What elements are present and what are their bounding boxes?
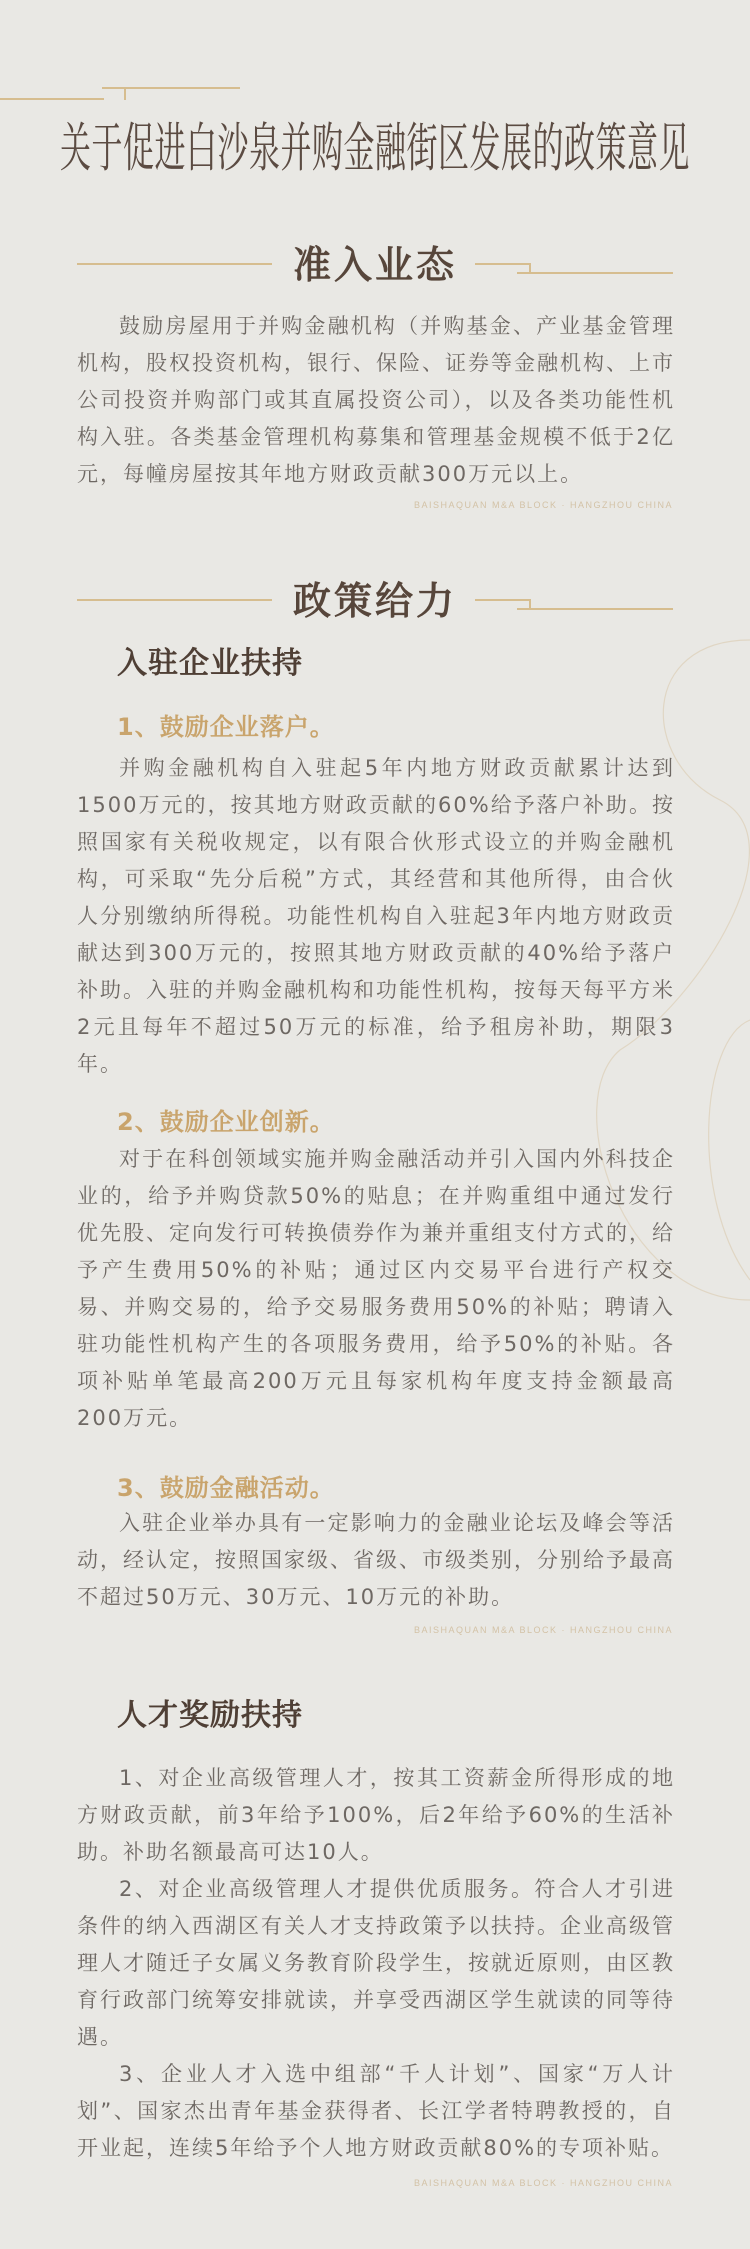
item-text: 入驻企业举办具有一定影响力的金融业论坛及峰会等活动，经认定，按照国家级、省级、市级类别，分别给予最高不超过50万元、30万元、10万元的补助。 xyxy=(77,1511,675,1609)
section-heading-entry: 准入业态 xyxy=(292,243,457,287)
section-heading-policy: 政策给力 xyxy=(292,579,457,623)
watermark: BAISHAQUAN M&A BLOCK · HANGZHOU CHINA xyxy=(413,2178,673,2188)
item-title: 3、鼓励金融活动。 xyxy=(117,1474,335,1502)
watermark: BAISHAQUAN M&A BLOCK · HANGZHOU CHINA xyxy=(413,500,673,510)
item-text: 并购金融机构自入驻起5年内地方财政贡献累计达到1500万元的，按其地方财政贡献的60%给予落户补助。按照国家有关税收规定，以有限合伙形式设立的并购金融机构，可采取“先分后税”方式，其经营和其他所得，由合伙人分别缴纳所得税。功能性机构自入驻起3年内地方财政贡献达到300万元的，按照其地方财政贡献的40%给予落户补助。入驻的并购金融机构和功能性机构，按每天每平方米2元且每年不超过50万元的标准，给予租房补助，期限3年。 xyxy=(77,756,675,1076)
subheading-enterprise-support: 入驻企业扶持 xyxy=(117,646,303,681)
item-title: 1、鼓励企业落户。 xyxy=(117,713,335,741)
subheading-talent-support: 人才奖励扶持 xyxy=(117,1698,303,1733)
item-text: 对于在科创领域实施并购金融活动并引入国内外科技企业的，给予并购贷款50%的贴息；在并购重组中通过发行优先股、定向发行可转换债券作为兼并重组支付方式的，给予产生费用50%的补贴；通过区内交易平台进行产权交易、并购交易的，给予交易服务费用50%的补贴；聘请入驻功能性机构产生的各项服务费用，给予50%的补贴。各项补贴单笔最高200万元且每家机构年度支持金额最高200万元。 xyxy=(77,1147,675,1430)
watermark: BAISHAQUAN M&A BLOCK · HANGZHOU CHINA xyxy=(413,1625,673,1635)
talent-paragraph: 2、对企业高级管理人才提供优质服务。符合人才引进条件的纳入西湖区有关人才支持政策予以扶持。企业高级管理人才随迁子女属义务教育阶段学生，按就近原则，由区教育行政部门统筹安排就读，并享受西湖区学生就读的同等待遇。 xyxy=(77,1877,675,2049)
section-heading-row xyxy=(0,243,750,287)
talent-paragraph: 3、企业人才入选中组部“千人计划”、国家“万人计划”、国家杰出青年基金获得者、长江学者特聘教授的，自开业起，连续5年给予个人地方财政贡献80%的专项补贴。 xyxy=(77,2062,675,2160)
talent-paragraph: 1、对企业高级管理人才，按其工资薪金所得形成的地方财政贡献，前3年给予100%，后2年给予60%的生活补助。补助名额最高可达10人。 xyxy=(77,1766,675,1864)
item-title: 2、鼓励企业创新。 xyxy=(117,1108,335,1136)
entry-paragraph: 鼓励房屋用于并购金融机构（并购基金、产业基金管理机构，股权投资机构，银行、保险、证券等金融机构、上市公司投资并购部门或其直属投资公司），以及各类功能性机构入驻。各类基金管理机构募集和管理基金规模不低于2亿元，每幢房屋按其年地方财政贡献300万元以上。 xyxy=(77,314,675,486)
page-title: 关于促进白沙泉并购金融街区发展的政策意见 xyxy=(60,118,690,180)
section-heading-row xyxy=(0,579,750,623)
